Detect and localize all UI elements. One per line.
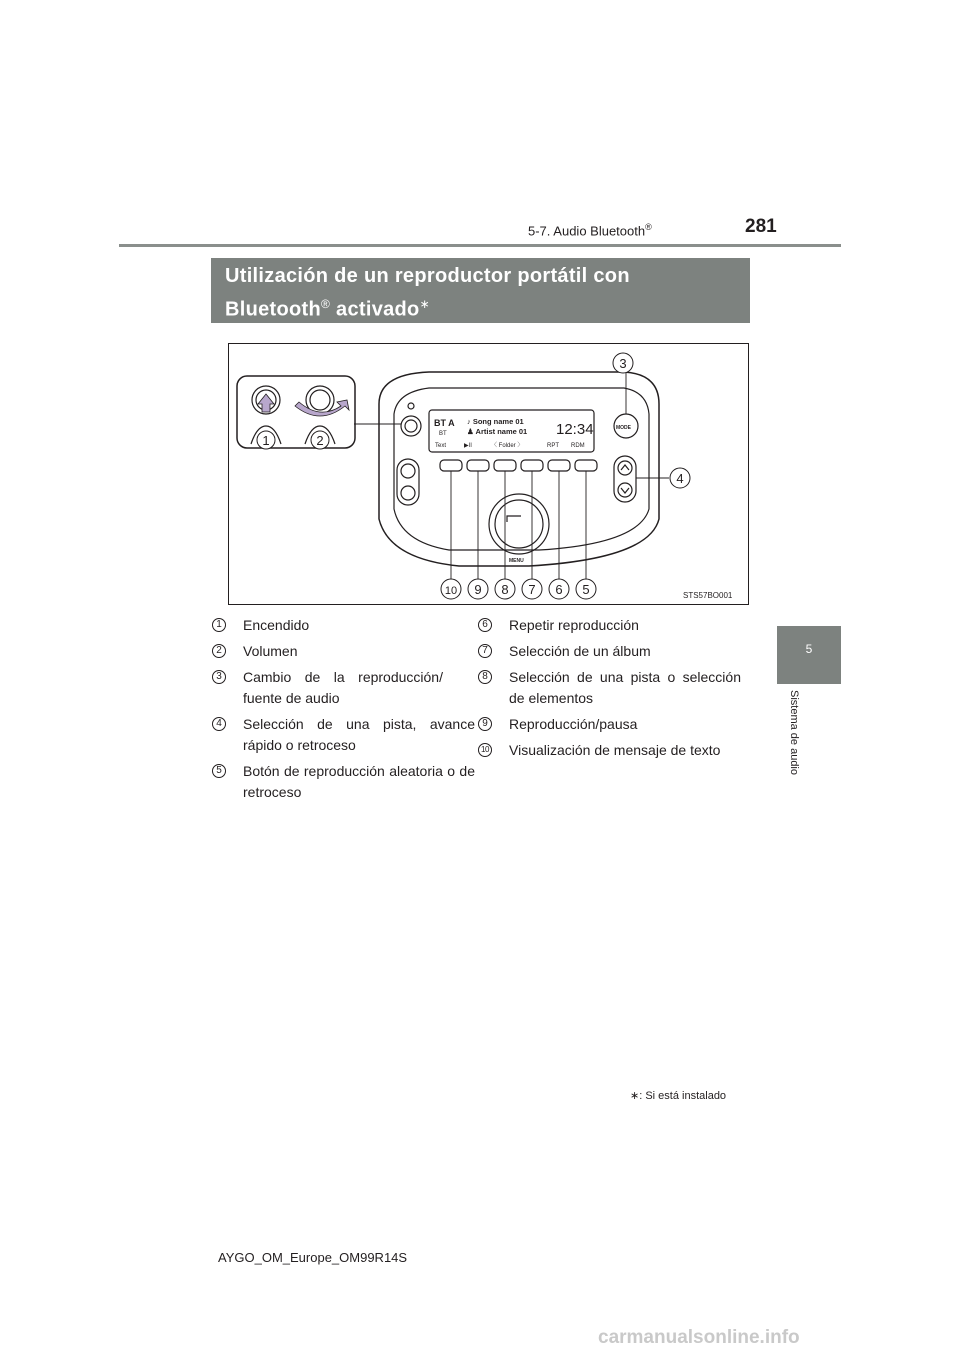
legend-number: 5 xyxy=(212,764,226,778)
title-line-1: Utilización de un reproductor portátil con xyxy=(225,265,630,287)
display-source: BT A xyxy=(434,418,455,428)
legend-text: Visualización de mensaje de texto xyxy=(509,742,721,758)
svg-text:2: 2 xyxy=(316,433,324,448)
callout-8 xyxy=(495,579,515,599)
svg-text:1: 1 xyxy=(262,433,270,448)
title-asterisk: ∗ xyxy=(419,297,430,311)
footnote-text: : Si está instalado xyxy=(639,1090,727,1102)
svg-text:8: 8 xyxy=(501,582,509,597)
push-arrow-icon xyxy=(258,394,274,412)
soft-key-1 xyxy=(440,460,462,471)
callout-6 xyxy=(549,579,569,599)
svg-text:9: 9 xyxy=(474,582,482,597)
callout-5 xyxy=(576,579,596,599)
power-knob xyxy=(401,416,421,436)
legend-text: Selección de una pista o selección de elementos xyxy=(509,669,741,706)
footnote-asterisk: ∗ xyxy=(630,1090,640,1102)
svg-text:6: 6 xyxy=(555,582,563,597)
legend-number: 1 xyxy=(212,618,226,632)
title-line-2 xyxy=(225,290,736,324)
menu-dial xyxy=(489,494,549,554)
title-activado: activado xyxy=(330,298,420,321)
soft-key-2 xyxy=(467,460,489,471)
legend-text: Cambio de la reproducción/ fuente de audio xyxy=(243,669,443,706)
legend-text: Selección de una pista, avance rápido o retroceso xyxy=(243,716,475,753)
legend-number: 4 xyxy=(212,717,226,731)
display-artist: ♟ Artist name 01 xyxy=(467,427,528,436)
legend-text: Volumen xyxy=(243,643,298,659)
legend-number: 2 xyxy=(212,644,226,658)
chapter-number: 5 xyxy=(805,642,813,656)
callout-9 xyxy=(468,579,488,599)
legend-text: Reproducción/pausa xyxy=(509,716,638,732)
display-source-sub: BT xyxy=(439,431,447,437)
menu-label: MENU xyxy=(509,558,524,564)
svg-text:10: 10 xyxy=(444,585,458,597)
installation-footnote xyxy=(630,1089,726,1102)
mode-label: MODE xyxy=(616,425,631,431)
document-code: AYGO_OM_Europe_OM99R14S xyxy=(218,1250,408,1265)
audio-unit-figure xyxy=(228,343,749,605)
callout-1 xyxy=(257,431,275,449)
registered-mark: ® xyxy=(645,222,652,232)
title-bluetooth: Bluetooth xyxy=(225,298,322,321)
softkey-label-folder: 〈 Folder 〉 xyxy=(491,443,524,449)
section-title: 5-7. Audio Bluetooth xyxy=(528,223,646,239)
seek-up-button xyxy=(618,461,632,475)
soft-key-6 xyxy=(575,460,597,471)
display-song: ♪ Song name 01 xyxy=(467,417,524,426)
rotate-arrow-icon xyxy=(295,400,349,416)
display-clock: 12:34 xyxy=(556,421,594,438)
seek-down-button xyxy=(618,483,632,497)
callout-3 xyxy=(613,353,633,373)
legend-number: 6 xyxy=(478,618,492,632)
header-rule xyxy=(119,244,841,247)
legend-number: 3 xyxy=(212,670,226,684)
site-watermark: carmanualsonline.info xyxy=(598,1327,800,1348)
title-registered-mark: ® xyxy=(321,297,331,311)
svg-text:5: 5 xyxy=(582,582,590,597)
softkey-label-rpt: RPT xyxy=(547,443,559,449)
phone-hangup-button xyxy=(401,486,415,500)
svg-text:3: 3 xyxy=(619,356,627,371)
chapter-tab xyxy=(777,626,841,684)
legend-text: Repetir reproducción xyxy=(509,617,639,633)
svg-text:4: 4 xyxy=(676,471,684,486)
page-number: 281 xyxy=(745,216,777,237)
legend-text: Botón de reproducción aleatoria o de retroceso xyxy=(243,763,475,800)
soft-key-3 xyxy=(494,460,516,471)
callout-2 xyxy=(311,431,329,449)
callout-10 xyxy=(441,579,461,599)
softkey-label-text: Text xyxy=(435,443,447,449)
legend-number: 8 xyxy=(478,670,492,684)
callout-4 xyxy=(670,468,690,488)
legend-number: 9 xyxy=(478,717,492,731)
soft-key-4 xyxy=(521,460,543,471)
softkey-label-playpause: ▶II xyxy=(464,443,472,449)
softkey-label-rdm: RDM xyxy=(571,443,585,449)
callout-7 xyxy=(522,579,542,599)
legend-text: Encendido xyxy=(243,617,310,633)
phone-call-button xyxy=(401,464,415,478)
section-title-banner xyxy=(211,258,750,323)
soft-key-5 xyxy=(548,460,570,471)
svg-text:7: 7 xyxy=(528,582,536,597)
inset-box xyxy=(237,376,355,448)
legend-number: 7 xyxy=(478,644,492,658)
audio-unit-illustration xyxy=(229,344,748,604)
chapter-label: Sistema de audio xyxy=(788,690,800,775)
figure-code: STS57BO001 xyxy=(683,591,733,600)
running-header xyxy=(528,222,652,238)
legend-number: 10 xyxy=(478,743,492,757)
legend-text: Selección de un álbum xyxy=(509,643,651,659)
